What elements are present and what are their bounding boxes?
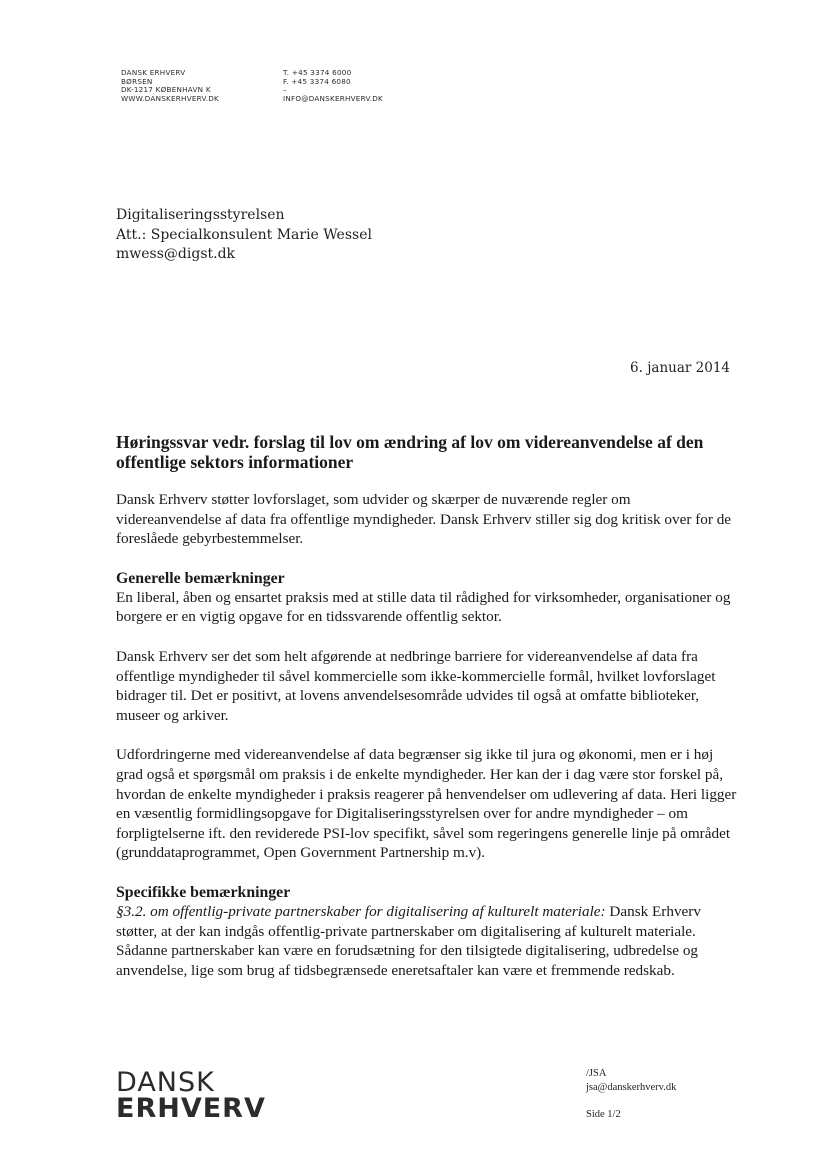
letter-date: 6. januar 2014 bbox=[630, 360, 730, 376]
recipient-att: Att.: Specialkonsulent Marie Wessel bbox=[116, 226, 372, 243]
sender-fax: F. +45 3374 6080 bbox=[283, 76, 351, 86]
logo-line-2: ERHVERV bbox=[116, 1093, 266, 1124]
footer-initials: /JSA bbox=[586, 1068, 607, 1079]
specific-heading: Specifikke bemærkninger bbox=[116, 883, 291, 901]
sender-name: DANSK ERHVERV bbox=[121, 68, 186, 77]
sender-email[interactable]: INFO@DANSKERHVERV.DK bbox=[283, 93, 383, 103]
footer-info bbox=[586, 1067, 676, 1122]
specific-paragraph-1 bbox=[116, 902, 738, 980]
sender-building: BØRSEN bbox=[121, 76, 153, 86]
sender-web[interactable]: WWW.DANSKERHVERV.DK bbox=[121, 93, 220, 103]
general-paragraph-2: Dansk Erhverv ser det som helt afgørende at nedbringe barriere for videreanvendelse af data fra offentlige myndigheder til såvel kommercielle som ikke-kommercielle formål, hvilket lovforslaget bidrager til. Det er positivt, at lovens anvendelsesområde udvides til også at omfatte biblioteker, museer og arkiver. bbox=[116, 647, 716, 724]
recipient-block bbox=[116, 206, 372, 265]
page-number: Side 1/2 bbox=[586, 1109, 621, 1120]
sender-phone: T. +45 3374 6000 bbox=[283, 68, 352, 77]
general-heading: Generelle bemærkninger bbox=[116, 569, 285, 587]
general-paragraph-1: En liberal, åben og ensartet praksis med at stille data til rådighed for virksomheder, organisationer og borgere er en vigtig opgave for en tidssvarende offentlig sektor. bbox=[116, 588, 731, 626]
specific-text: Dansk Erhverv støtter, at der kan indgås offentlig-private partnerskaber om digitalisering af kulturelt materiale. Sådanne partnerskaber kan være en forudsætning for den tilsigtede digitalisering, udbredelse og anvendelse, lige som brug af tidsbegrænsede eneretsaftaler kan være et fremmende redskab. bbox=[116, 902, 701, 979]
specific-lead: §3.2. om offentlig-private partnerskaber for digitalisering af kulturelt materiale: bbox=[116, 902, 606, 920]
general-paragraph-3: Udfordringerne med videreanvendelse af data begrænser sig ikke til jura og økonomi, men er i høj grad også et spørgsmål om praksis i de enkelte myndigheder. Her kan der i dag være stor forskel på, hvordan de enkelte myndigheder i praksis reagerer på henvendelser om udlevering af data. Heri ligger en væsentlig formidlingsopgave for Digitaliseringsstyrelsen over for andre myndigheder – om forpligtelserne ift. den reviderede PSI-lov specifikt, såvel som regeringens generelle linje på området (grunddataprogrammet, Open Government Partnership m.v). bbox=[116, 746, 737, 862]
footer-email[interactable]: jsa@danskerhverv.dk bbox=[586, 1082, 677, 1093]
letter-title: Høringssvar vedr. forslag til lov om ændring af lov om videreanvendelse af den offentlige sektors informationer bbox=[116, 432, 704, 472]
recipient-org: Digitaliseringsstyrelsen bbox=[116, 207, 285, 223]
recipient-email[interactable]: mwess@digst.dk bbox=[116, 246, 236, 262]
sender-city: DK-1217 KØBENHAVN K bbox=[121, 85, 211, 95]
letter-body bbox=[116, 432, 738, 1000]
dansk-erhverv-logo bbox=[116, 1067, 266, 1124]
sender-address-block bbox=[121, 69, 219, 103]
sender-contact-block bbox=[283, 69, 383, 103]
letter-intro: Dansk Erhverv støtter lovforslaget, som udvider og skærper de nuværende regler om videreanvendelse af data fra offentlige myndigheder. Dansk Erhverv stiller sig dog kritisk over for de foreslåede gebyrbestemmelser. bbox=[116, 491, 732, 548]
sender-dash: – bbox=[283, 85, 287, 95]
logo-line-1: DANSK bbox=[116, 1067, 215, 1098]
